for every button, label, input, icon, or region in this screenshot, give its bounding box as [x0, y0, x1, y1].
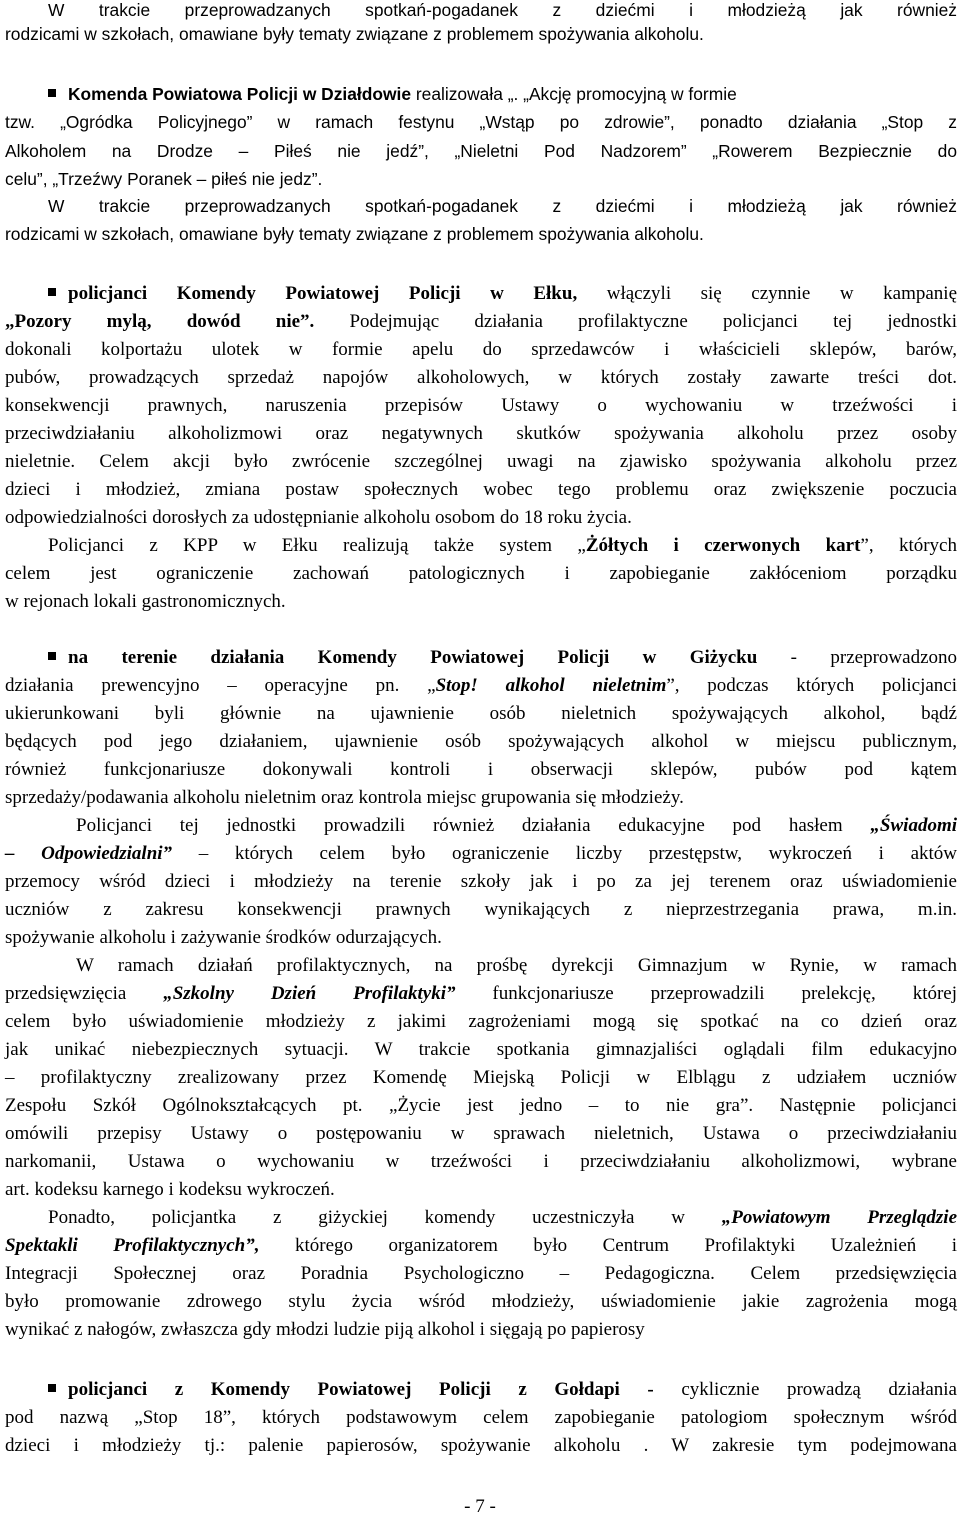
text-line: jak unikać niebezpiecznych sytuacji. W trakcie spotkania gimnazjaliści oglądali film edukacyjno	[5, 1039, 957, 1060]
bullet-text: - przeprowadzono	[757, 647, 957, 668]
bold-italic-text: Stop! alkohol nieletnim	[435, 675, 667, 696]
text-line: celem było uświadomienie młodzieży z jakimi zagrożeniami mogą się spotkać na co dzień oraz	[5, 1011, 957, 1032]
text-line: w rejonach lokali gastronomicznych.	[5, 591, 286, 612]
bullet-square-icon	[48, 89, 56, 97]
text-line: pod nazwą „Stop 18”, których podstawowym celem zapobieganie patologiom społecznym wśród	[5, 1407, 957, 1428]
bullet-bold-text: na terenie działania Komendy Powiatowej Policji w Giżycku	[68, 647, 758, 668]
text-line	[5, 674, 957, 700]
bullet-bold-text: policjanci Komendy Powiatowej Policji w Ełku,	[68, 283, 578, 304]
text: ”, podczas których policjanci	[666, 675, 957, 696]
text: Policjanci tej jednostki prowadzili również działania edukacyjne pod hasłem	[76, 815, 871, 836]
text-line	[5, 1234, 957, 1260]
bullet-item-goldap	[48, 1378, 957, 1404]
text: działania prewencyjno – operacyjne pn. „	[5, 675, 436, 696]
text-line: W trakcie przeprowadzanych spotkań-pogadanek z dziećmi i młodzieżą jak również	[48, 0, 957, 20]
text-line: dzieci i młodzieży tj.: palenie papierosów, spożywanie alkoholu . W zakresie tym podejmowana	[5, 1435, 957, 1456]
text-line: odpowiedzialności dorosłych za udostępnianie alkoholu osobom do 18 roku życia.	[5, 507, 632, 528]
bullet-bold-text: Komenda Powiatowa Policji w Działdowie	[68, 84, 412, 104]
text-line: pubów, prowadzących sprzedaż napojów alkoholowych, w których zostały zawarte treści dot.	[5, 367, 957, 388]
text-line: Alkoholem na Drodze – Piłeś nie jedź”, „Nieletni Pod Nadzorem” „Rowerem Bezpiecznie do	[5, 141, 957, 161]
bullet-square-icon	[48, 1384, 56, 1392]
text-line: spożywanie alkoholu i zażywanie środków odurzających.	[5, 927, 442, 948]
text-line: ukierunkowani byli głównie na ujawnienie osób nieletnich spożywających alkohol, bądź	[5, 703, 957, 724]
text-line: wynikać z nałogów, zwłaszcza gdy młodzi ludzie piją alkohol i sięgają po papierosy	[5, 1319, 645, 1340]
text-line: tzw. „Ogródka Policyjnego” w ramach festynu „Wstąp po zdrowie”, ponadto działania „Stop z	[5, 112, 957, 132]
bold-italic-text: „Powiatowym Przeglądzie	[721, 1207, 957, 1228]
bullet-text: cyklicznie prowadzą działania	[653, 1379, 957, 1400]
text-line: Integracji Społecznej oraz Poradnia Psychologiczno – Pedagogiczna. Celem przedsięwzięcia	[5, 1263, 957, 1284]
bold-italic-text: „Szkolny Dzień Profilaktyki”	[163, 983, 456, 1004]
text-line	[76, 814, 957, 840]
text-line	[5, 982, 957, 1008]
bullet-item-gizycko	[48, 646, 957, 672]
bullet-text: realizowała „. „Akcję promocyjną w formie	[411, 84, 737, 104]
text-line: W trakcie przeprowadzanych spotkań-pogadanek z dziećmi i młodzieżą jak również	[48, 196, 957, 216]
text: – których celem było ograniczenie liczby przestępstw, wykroczeń i aktów	[172, 843, 958, 864]
text-line: W ramach działań profilaktycznych, na prośbę dyrekcji Gimnazjum w Rynie, w ramach	[76, 955, 957, 976]
bullet-square-icon	[48, 652, 56, 660]
text: przedsięwzięcia	[5, 983, 164, 1004]
bullet-bold-text: policjanci z Komendy Powiatowej Policji z Gołdapi -	[68, 1379, 654, 1400]
page-number: - 7 -	[464, 1496, 496, 1517]
text-line: również funkcjonariusze dokonywali kontroli i obserwacji sklepów, pubów pod kątem	[5, 759, 957, 780]
text-line: celu”, „Trzeźwy Poranek – piłeś nie jedz”.	[5, 169, 323, 189]
text-line: przeciwdziałaniu alkoholizmowi oraz negatywnych skutków spożywania alkoholu przez osoby	[5, 423, 957, 444]
bold-text: „Pozory mylą, dowód nie”.	[5, 311, 315, 332]
bullet-text: włączyli się czynnie w kampanię	[577, 283, 958, 304]
text-line: rodzicami w szkołach, omawiane były tematy związane z problemem spożywania alkoholu.	[5, 24, 704, 44]
text-line	[5, 310, 957, 336]
text-line	[48, 1206, 957, 1232]
text-line: uczniów z zakresu konsekwencji prawnych wynikających z nieprzestrzegania prawa, m.in.	[5, 899, 957, 920]
bullet-item-dzialdowo	[48, 82, 957, 108]
text: którego organizatorem było Centrum Profilaktyki Uzależnień i	[259, 1235, 958, 1256]
text-line: było promowanie zdrowego stylu życia wśród młodzieży, uświadomienie jakie zagrożenia mogą	[5, 1291, 957, 1312]
text-line: narkomanii, Ustawa o wychowaniu w trzeźwości i przeciwdziałaniu alkoholizmowi, wybrane	[5, 1151, 957, 1172]
bold-text: Żółtych i czerwonych kart	[585, 535, 861, 556]
text-line	[5, 842, 957, 868]
text-line	[48, 534, 957, 560]
text-line: dzieci i młodzież, zmiana postaw społecznych wobec tego problemu oraz zwiększenie poczucia	[5, 479, 957, 500]
text-line: rodzicami w szkołach, omawiane były tematy związane z problemem spożywania alkoholu.	[5, 224, 704, 244]
text-line: Zespołu Szkół Ogólnokształcących pt. „Życie jest jedno – to nie gra”. Następnie policjanci	[5, 1095, 957, 1116]
text-line: sprzedaży/podawania alkoholu nieletnim oraz kontrola miejsc grupowania się młodzieży.	[5, 787, 684, 808]
bold-italic-text: – Odpowiedzialni”	[5, 843, 173, 864]
text: funkcjonariusze przeprowadzili prelekcję, której	[455, 983, 958, 1004]
text: Ponadto, policjantka z giżyckiej komendy uczestniczyła w	[48, 1207, 722, 1228]
bullet-square-icon	[48, 288, 56, 296]
text-line: nieletnie. Celem akcji było zwrócenie szczególnej uwagi na zjawisko spożywania alkoholu przez	[5, 451, 957, 472]
text: Podejmując działania profilaktyczne policjanci tej jednostki	[314, 311, 957, 332]
text-line: omówili przepisy Ustawy o postępowaniu w sprawach nieletnich, Ustawa o przeciwdziałaniu	[5, 1123, 957, 1144]
text-line: dokonali kolportażu ulotek w formie apelu do sprzedawców i właścicieli sklepów, barów,	[5, 339, 957, 360]
text: ”, których	[860, 535, 957, 556]
text-line: – profilaktyczny zrealizowany przez Komendę Miejską Policji w Elblągu z udziałem uczniów	[5, 1067, 957, 1088]
bullet-item-elk	[48, 282, 957, 308]
text-line: art. kodeksu karnego i kodeksu wykroczeń.	[5, 1179, 335, 1200]
text-line: przemocy wśród dzieci i młodzieży na terenie szkoły jak i po za jej terenem oraz uświadomienie	[5, 871, 957, 892]
text-line: konsekwencji prawnych, naruszenia przepisów Ustawy o wychowaniu w trzeźwości i	[5, 395, 957, 416]
bold-italic-text: Spektakli Profilaktycznych”,	[5, 1235, 260, 1256]
bold-italic-text: „Świadomi	[870, 815, 957, 836]
text-line: będących pod jego działaniem, ujawnienie osób spożywających alkohol w miejscu publicznym,	[5, 731, 957, 752]
text: Policjanci z KPP w Ełku realizują także system „	[48, 535, 586, 556]
text-line: celem jest ograniczenie zachowań patologicznych i zapobieganie zakłóceniom porządku	[5, 563, 957, 584]
